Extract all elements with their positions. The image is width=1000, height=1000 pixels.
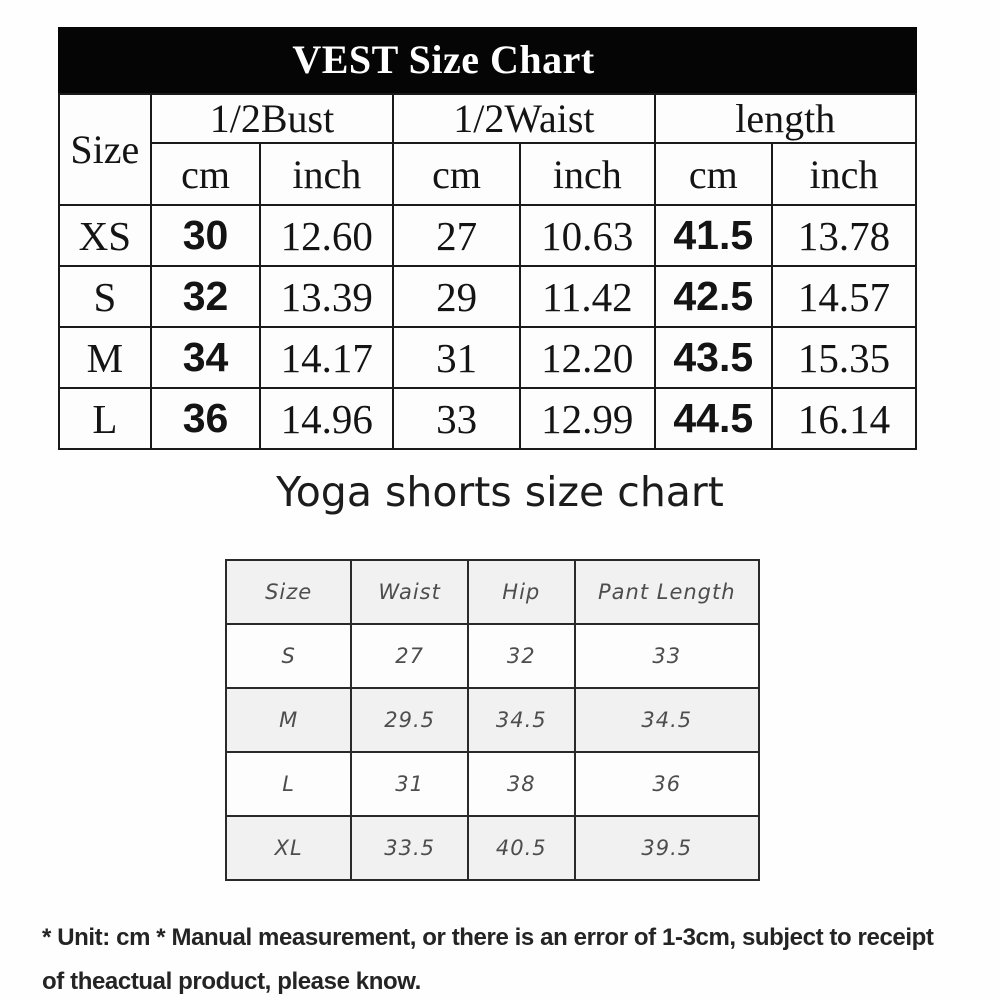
table-row [59,205,916,266]
value-cell: 30 [151,205,261,266]
unit-cell: cm [655,143,772,205]
value-cell: 11.42 [520,266,655,327]
value-cell: 41.5 [655,205,772,266]
value-cell: 39.5 [575,816,759,880]
value-cell: 32 [151,266,261,327]
value-cell: 29 [393,266,520,327]
value-cell: 32 [468,624,575,688]
shorts-header-size: Size [226,560,351,624]
unit-cell: inch [520,143,655,205]
value-cell: 33 [393,388,520,449]
size-cell: L [226,752,351,816]
unit-cell: cm [151,143,261,205]
size-cell: S [226,624,351,688]
value-cell: 36 [151,388,261,449]
value-cell: 14.96 [260,388,393,449]
value-cell: 15.35 [772,327,916,388]
vest-size-table [58,93,917,450]
table-row [226,624,759,688]
shorts-size-table [225,559,760,881]
shorts-header-hip: Hip [468,560,575,624]
value-cell: 34.5 [575,688,759,752]
value-cell: 43.5 [655,327,772,388]
value-cell: 10.63 [520,205,655,266]
shorts-header-waist: Waist [351,560,468,624]
value-cell: 34 [151,327,261,388]
footnote-line-1: * Unit: cm * Manual measurement, or there is an error of 1-3cm, subject to receipt [42,924,934,951]
shorts-header-pant-length: Pant Length [575,560,759,624]
vest-chart-title: VEST Size Chart [58,27,917,93]
size-cell: XL [226,816,351,880]
value-cell: 12.20 [520,327,655,388]
table-row [59,94,916,143]
size-cell: L [59,388,151,449]
value-cell: 33.5 [351,816,468,880]
value-cell: 12.99 [520,388,655,449]
table-row [226,560,759,624]
value-cell: 31 [393,327,520,388]
vest-header-length: length [655,94,916,143]
unit-cell: inch [772,143,916,205]
unit-cell: cm [393,143,520,205]
value-cell: 40.5 [468,816,575,880]
size-cell: S [59,266,151,327]
table-row [59,266,916,327]
value-cell: 29.5 [351,688,468,752]
value-cell: 33 [575,624,759,688]
footnote-line-2: of theactual product, please know. [42,968,421,995]
value-cell: 12.60 [260,205,393,266]
table-row [226,688,759,752]
value-cell: 27 [393,205,520,266]
shorts-chart-title: Yoga shorts size chart [276,468,724,516]
size-cell: XS [59,205,151,266]
size-cell: M [226,688,351,752]
value-cell: 44.5 [655,388,772,449]
value-cell: 27 [351,624,468,688]
value-cell: 14.17 [260,327,393,388]
vest-size-chart [58,27,917,450]
vest-header-waist: 1/2Waist [393,94,654,143]
unit-cell: inch [260,143,393,205]
value-cell: 36 [575,752,759,816]
value-cell: 16.14 [772,388,916,449]
value-cell: 13.78 [772,205,916,266]
value-cell: 14.57 [772,266,916,327]
value-cell: 13.39 [260,266,393,327]
table-row [59,388,916,449]
value-cell: 38 [468,752,575,816]
vest-header-size: Size [59,94,151,205]
footnote [42,916,982,1000]
size-cell: M [59,327,151,388]
value-cell: 42.5 [655,266,772,327]
value-cell: 31 [351,752,468,816]
value-cell: 34.5 [468,688,575,752]
table-row [59,143,916,205]
vest-header-bust: 1/2Bust [151,94,394,143]
table-row [59,327,916,388]
table-row [226,816,759,880]
table-row [226,752,759,816]
shorts-size-chart [225,559,760,881]
